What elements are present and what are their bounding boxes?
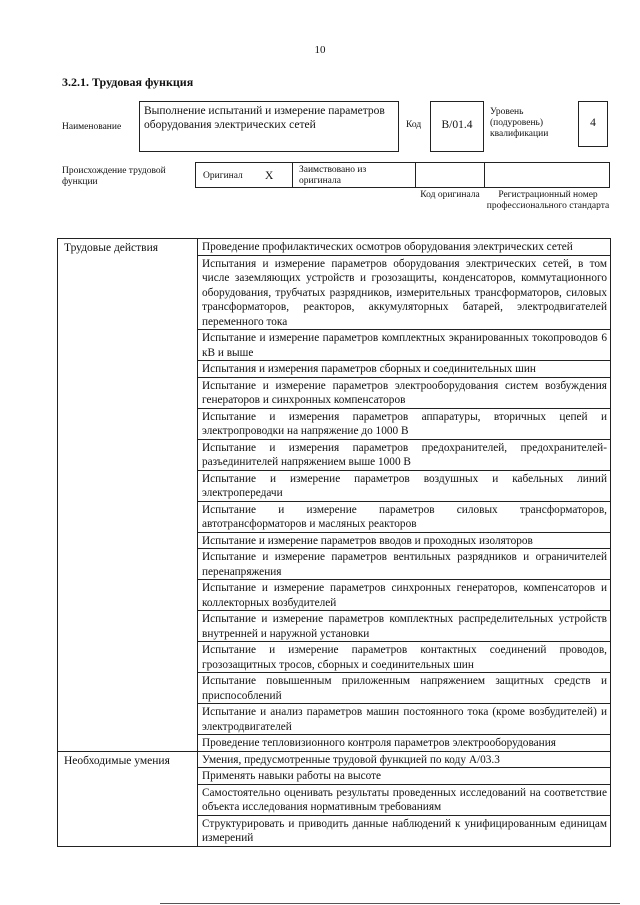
skill-item: Самостоятельно оценивать результаты проведенных исследований на соответствие объекта исследования нормативным требованиям bbox=[198, 784, 611, 815]
code-value: B/01.4 bbox=[441, 119, 473, 131]
labor-action-item: Испытание повышенным приложенным напряжением защитных средств и приспособлений bbox=[198, 673, 611, 704]
level-label: Уровень (подуровень) квалификации bbox=[490, 107, 549, 139]
skill-item: Применять навыки работы на высоте bbox=[198, 768, 611, 785]
name-label: Наименование bbox=[62, 122, 122, 132]
labor-actions-label: Трудовые действия bbox=[58, 239, 198, 752]
borrowed-label: Заимствовано из оригинала bbox=[299, 165, 367, 186]
origin-label: Происхождение трудовой функции bbox=[62, 166, 166, 187]
table-row bbox=[58, 239, 611, 256]
table-row bbox=[58, 751, 611, 768]
function-name: Выполнение испытаний и измерение параметров оборудования электрических сетей bbox=[144, 105, 385, 131]
labor-action-item: Испытание и измерение параметров комплектных распределительных устройств внутренней и наружной установки bbox=[198, 611, 611, 642]
level-value: 4 bbox=[590, 117, 596, 129]
borrowed-cell bbox=[292, 162, 416, 188]
code-caption: Код оригинала bbox=[420, 190, 480, 200]
labor-action-item: Испытания и измерения параметров сборных и соединительных шин bbox=[198, 361, 611, 378]
original-mark: X bbox=[265, 170, 274, 182]
original-code-cell bbox=[415, 162, 485, 188]
original-cell bbox=[195, 162, 293, 188]
labor-action-item: Испытание и измерение параметров контактных соединений проводов, грозозащитных тросов, сборных и соединительных шин bbox=[198, 642, 611, 673]
labor-action-item: Испытание и измерение параметров воздушных и кабельных линий электропередачи bbox=[198, 470, 611, 501]
labor-action-item: Испытание и измерения параметров предохранителей, предохранителей-разъединителей напряжением выше 1000 В bbox=[198, 439, 611, 470]
labor-action-item: Проведение тепловизионного контроля параметров электрооборудования bbox=[198, 735, 611, 752]
bottom-divider bbox=[160, 903, 620, 904]
skill-item: Умения, предусмотренные трудовой функцией по коду A/03.3 bbox=[198, 751, 611, 768]
labor-action-item: Испытание и измерение параметров вентильных разрядников и ограничителей перенапряжения bbox=[198, 549, 611, 580]
labor-action-item: Испытание и измерение параметров комплектных экранированных токопроводов 6 кВ и выше bbox=[198, 330, 611, 361]
reg-caption: Регистрационный номер профессионального стандарта bbox=[486, 190, 610, 211]
labor-action-item: Проведение профилактических осмотров оборудования электрических сетей bbox=[198, 239, 611, 256]
labor-action-item: Испытание и измерения параметров аппаратуры, вторичных цепей и электропроводки на напряжение до 1000 В bbox=[198, 408, 611, 439]
labor-action-item: Испытание и измерение параметров синхронных генераторов, компенсаторов и коллекторных возбудителей bbox=[198, 580, 611, 611]
labor-action-item: Испытание и измерение параметров электрооборудования систем возбуждения генераторов и синхронных компенсаторов bbox=[198, 377, 611, 408]
labor-action-item: Испытание и анализ параметров машин постоянного тока (кроме возбудителей) и электродвигателей bbox=[198, 704, 611, 735]
page-number: 10 bbox=[314, 44, 326, 56]
skill-item: Структурировать и приводить данные наблюдений к унифицированным единицам измерений bbox=[198, 815, 611, 846]
labor-action-item: Испытание и измерение параметров вводов и проходных изоляторов bbox=[198, 532, 611, 549]
section-title: 3.2.1. Трудовая функция bbox=[62, 75, 194, 89]
skills-label: Необходимые умения bbox=[58, 751, 198, 846]
level-box bbox=[578, 101, 608, 147]
function-table bbox=[57, 238, 611, 847]
function-name-box bbox=[139, 101, 399, 152]
labor-action-item: Испытание и измерение параметров силовых трансформаторов, автотрансформаторов и масляных реакторов bbox=[198, 501, 611, 532]
code-label: Код bbox=[406, 120, 422, 130]
reg-number-cell bbox=[484, 162, 610, 188]
labor-action-item: Испытания и измерение параметров оборудования электрических сетей, в том числе заземляющих устройств и грозозащиты, конденсаторов, коммутационного оборудования, трубчатых разрядников, измерительных трансформаторов, силовых трансформаторов, реакторов, аккумуляторных батарей, электродвигателей переменного тока bbox=[198, 255, 611, 330]
original-label: Оригинал bbox=[203, 171, 243, 181]
code-box bbox=[430, 101, 484, 152]
